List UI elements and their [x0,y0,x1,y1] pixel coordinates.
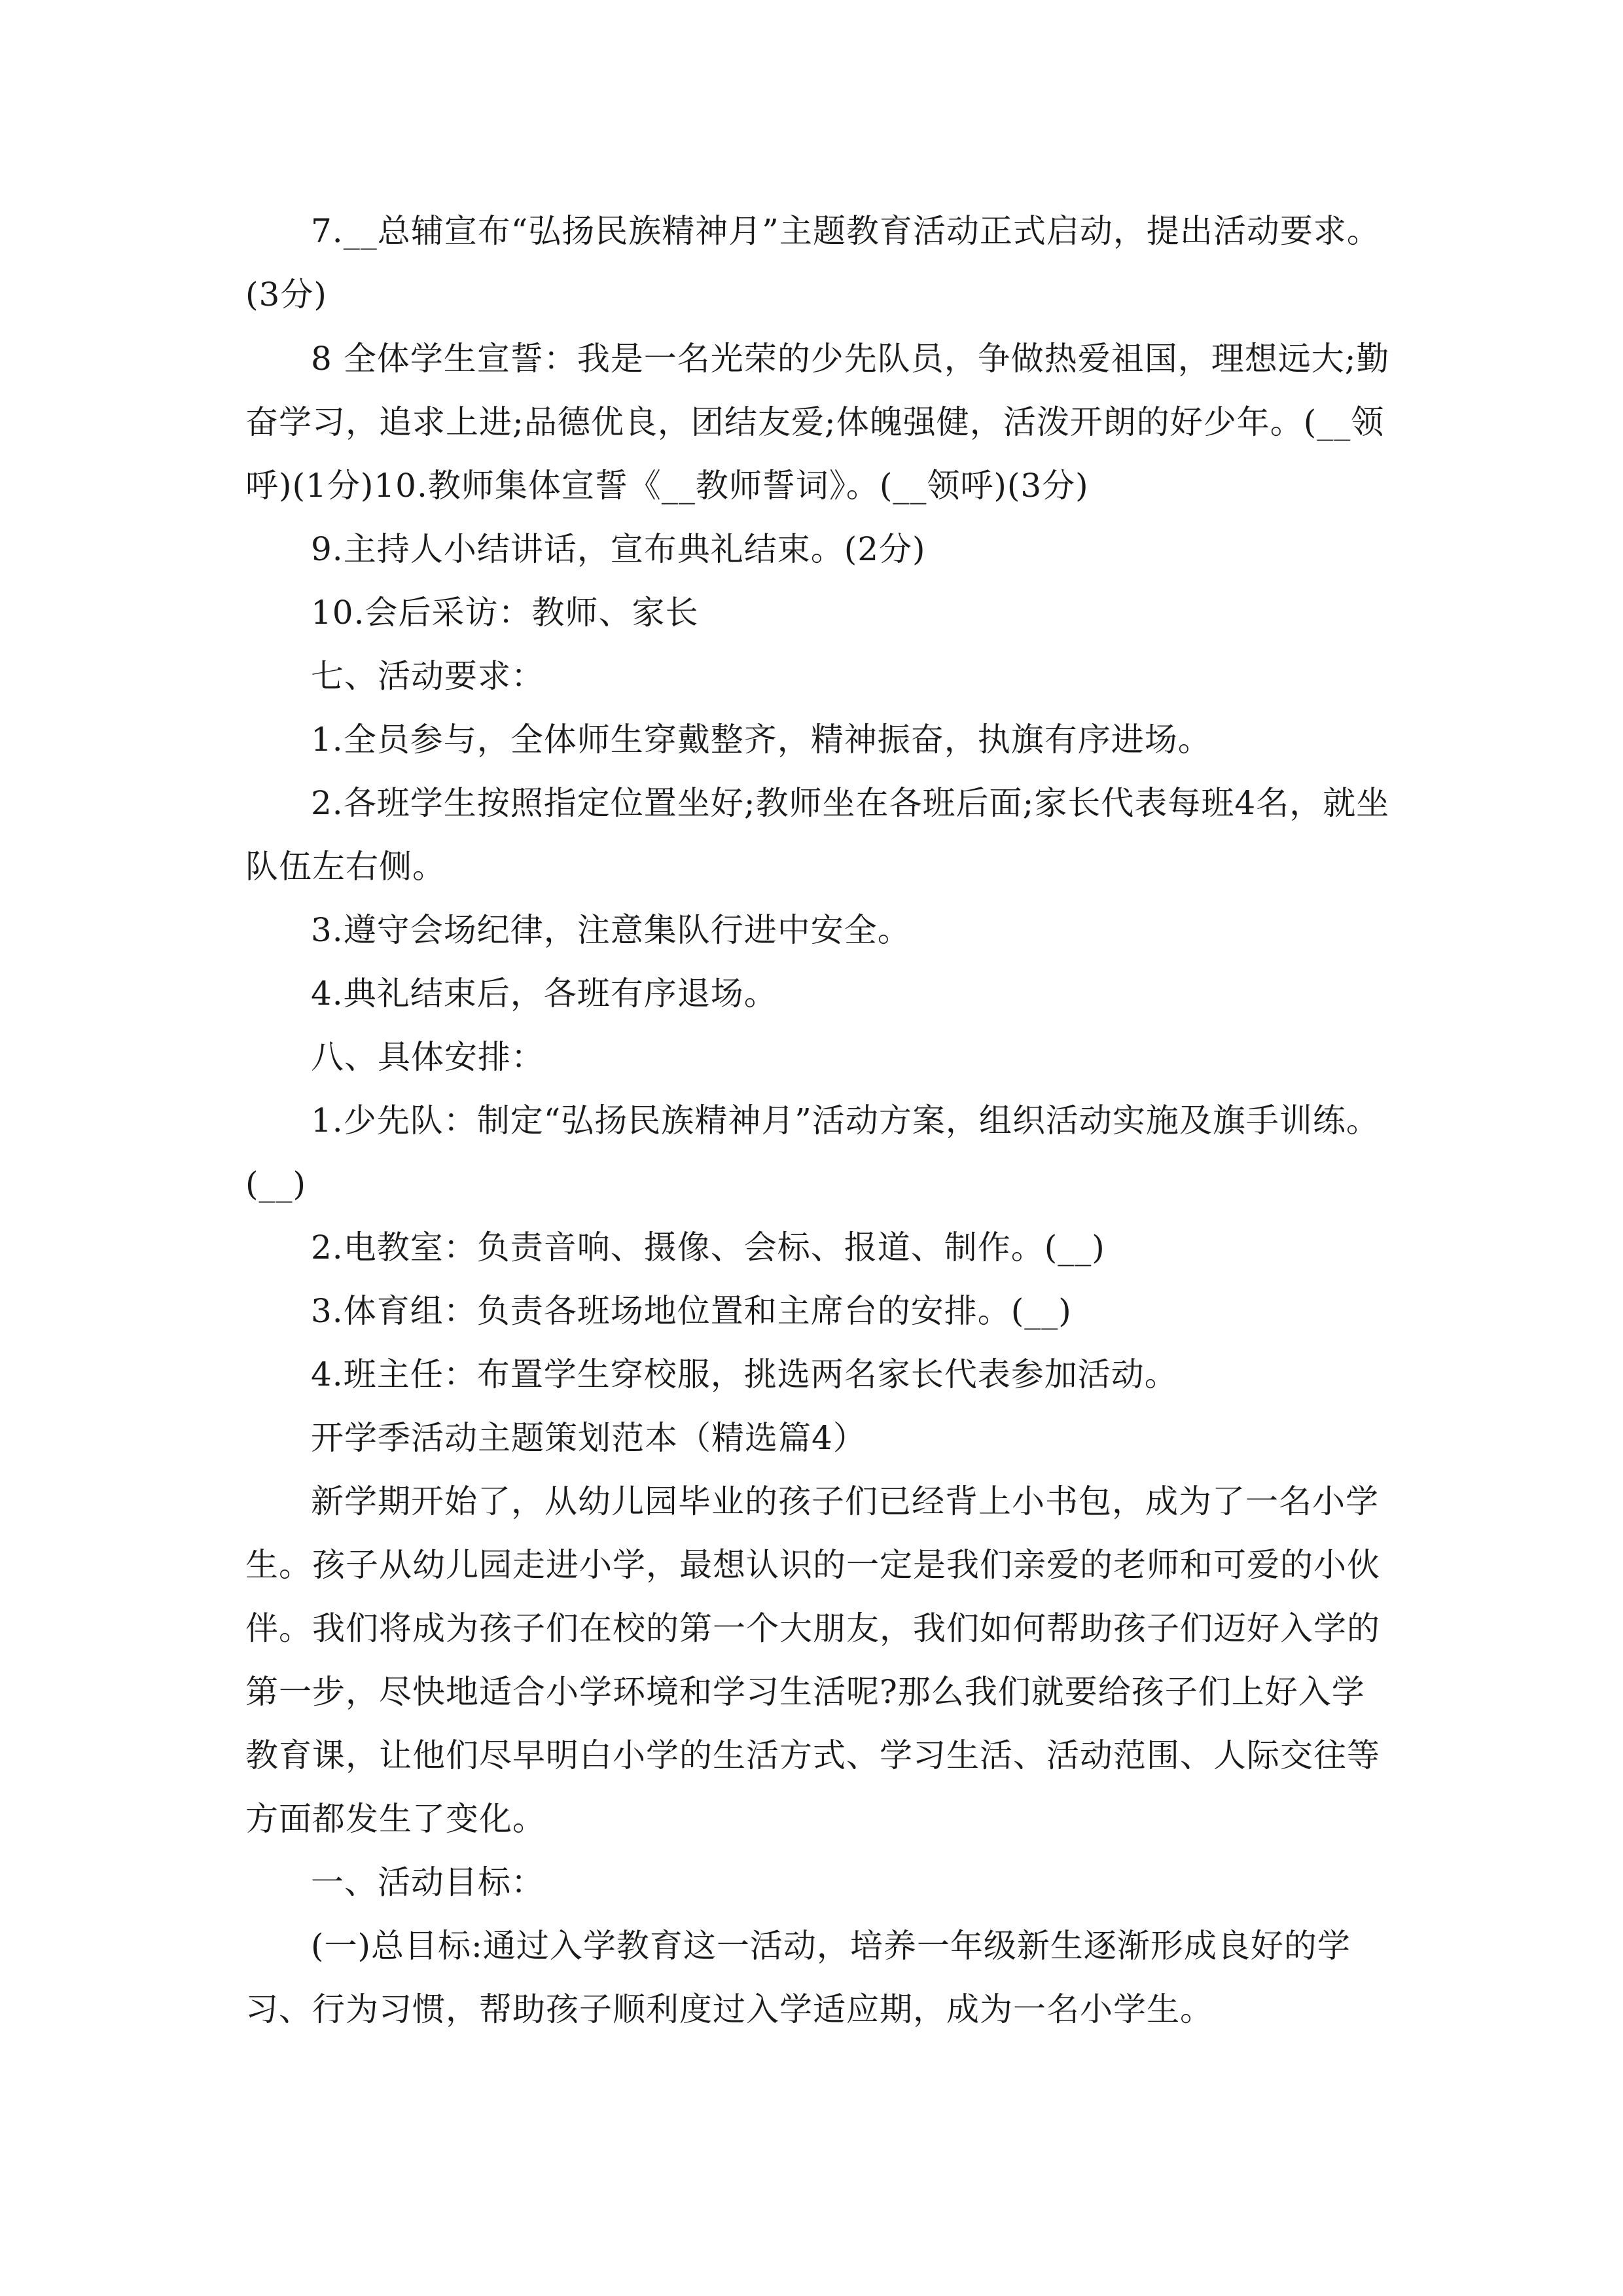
section-heading-goals: 一、活动目标： [311,1863,544,1901]
paragraph-item-7: 7.__总辅宣布“弘扬民族精神月”主题教育活动正式启动，提出活动要求。(3分) [245,212,1380,314]
requirement-item-2: 2.各班学生按照指定位置坐好;教师坐在各班后面;家长代表每班4名，就坐队伍左右侧。 [245,784,1390,886]
requirement-item-1: 1.全员参与，全体师生穿戴整齐，精神振奋，执旗有序进场。 [311,721,1211,759]
requirement-item-4: 4.典礼结束后，各班有序退场。 [311,975,777,1013]
goal-paragraph: (一)总目标:通过入学教育这一活动，培养一年级新生逐渐形成良好的学习、行为习惯，帮助孩子顺利度过入学适应期，成为一名小学生。 [245,1927,1351,2028]
arrangement-item-2: 2.电教室：负责音响、摄像、会标、报道、制作。(__) [311,1229,1105,1266]
arrangement-item-1: 1.少先队：制定“弘扬民族精神月”活动方案，组织活动实施及旗手训练。(__) [245,1102,1380,1203]
paragraph-item-10: 10.会后采访：教师、家长 [311,594,699,632]
paragraph-item-8-oath: 8 全体学生宣誓：我是一名光荣的少先队员，争做热爱祖国，理想远大;勤奋学习，追求上进;品德优良，团结友爱;体魄强健，活泼开朗的好少年。(__领呼)(1分)10.教师集体宣誓《__教师誓词》。(__领呼)(3分) [245,340,1390,505]
intro-paragraph: 新学期开始了，从幼儿园毕业的孩子们已经背上小书包，成为了一名小学生。孩子从幼儿园走进小学，最想认识的一定是我们亲爱的老师和可爱的小伙伴。我们将成为孩子们在校的第一个大朋友，我们如何帮助孩子们迈好入学的第一步，尽快地适合小学环境和学习生活呢?那么我们就要给孩子们上好入学教育课，让他们尽早明白小学的生活方式、学习生活、活动范围、人际交往等方面都发生了变化。 [245,1482,1380,1838]
requirement-item-3: 3.遵守会场纪律，注意集队行进中安全。 [311,911,911,949]
arrangement-item-4: 4.班主任：布置学生穿校服，挑选两名家长代表参加活动。 [311,1355,1178,1393]
section-heading-requirements: 七、活动要求： [311,657,544,695]
arrangement-item-3: 3.体育组：负责各班场地位置和主席台的安排。(__) [311,1292,1072,1330]
section-heading-arrangements: 八、具体安排： [311,1038,544,1076]
article-title: 开学季活动主题策划范本（精选篇4） [311,1419,866,1457]
paragraph-item-9: 9.主持人小结讲话，宣布典礼结束。(2分) [311,530,926,568]
